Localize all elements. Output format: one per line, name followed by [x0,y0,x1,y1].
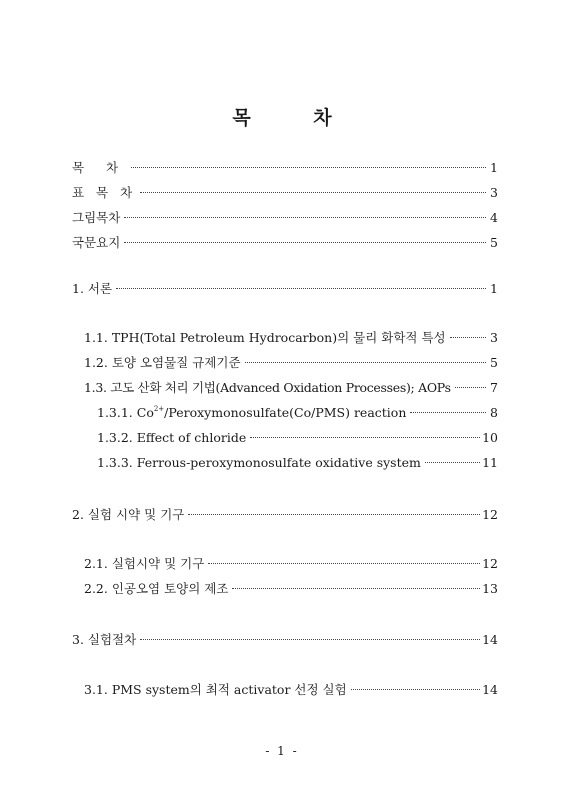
toc-entry-label-prefix: 1.3.1. Co [97,405,154,420]
dot-leader [131,167,486,168]
toc-entry-pyo-mokcha[interactable] [72,183,498,203]
page-footer-number: - 1 - [265,744,299,758]
toc-page-number: 8 [490,405,498,420]
toc-page-number: 3 [490,330,498,345]
toc-entry-geurim-mokcha[interactable] [72,208,498,228]
dot-leader [250,437,480,438]
dot-leader [116,288,486,289]
toc-entry-label-suffix: /Peroxymonosulfate(Co/PMS) reaction [164,405,407,420]
dot-leader [232,588,480,589]
toc-section-2-2[interactable] [84,579,498,599]
toc-page-number: 5 [490,235,498,250]
toc-entry-label: 1.3. 고도 산화 처리 기법(Advanced Oxidation Processes); AOPs [84,380,451,395]
toc-entry-label [97,403,408,423]
dot-leader [124,242,486,243]
toc-entry-label: 2.2. 인공오염 토양의 제조 [84,581,229,596]
toc-page-number: 12 [482,556,498,571]
toc-page-number: 4 [490,210,498,225]
toc-page-number: 5 [490,355,498,370]
toc-title: 목 차 [232,107,360,129]
toc-section-2-1[interactable] [84,554,498,574]
toc-chapter-1[interactable] [72,279,498,299]
superscript-charge: 2+ [153,405,165,413]
toc-section-1-3[interactable] [84,378,498,398]
toc-entry-label: 3. 실험절차 [72,632,137,647]
toc-entry-label: 목 차 [72,160,128,175]
dot-leader [188,514,480,515]
toc-entry-label: 1.3.3. Ferrous-peroxymonosulfate oxidative system [97,455,421,470]
toc-page-number: 7 [490,380,498,395]
dot-leader [140,192,486,193]
toc-section-1-2[interactable] [84,353,498,373]
toc-subsection-1-3-1[interactable] [97,403,498,423]
dot-leader [245,362,486,363]
toc-chapter-2[interactable] [72,505,498,525]
toc-page-number: 14 [482,682,498,697]
toc-chapter-3[interactable] [72,630,498,650]
dot-leader [140,639,480,640]
toc-page-number: 10 [482,430,498,445]
toc-page-number: 1 [490,281,498,296]
dot-leader [450,337,486,338]
toc-entry-gukmun-yoji[interactable] [72,233,498,253]
toc-page-number: 1 [490,160,498,175]
dot-leader [410,412,486,413]
dot-leader [425,462,480,463]
toc-page-number: 3 [490,185,498,200]
toc-subsection-1-3-2[interactable] [97,428,498,448]
dot-leader [124,217,486,218]
toc-entry-label: 국문요지 [72,235,121,250]
toc-page-number: 12 [482,507,498,522]
toc-entry-label: 표 목 차 [72,185,137,200]
toc-entry-label: 2. 실험 시약 및 기구 [72,507,185,522]
toc-section-1-1[interactable] [84,328,498,348]
toc-subsection-1-3-3[interactable] [97,453,498,473]
toc-entry-label: 그림목차 [72,210,121,225]
toc-entry-label: 2.1. 실험시약 및 기구 [84,556,205,571]
toc-entry-label: 1. 서론 [72,281,113,296]
dot-leader [351,689,480,690]
toc-entry-mokcha[interactable] [72,158,498,178]
toc-page-number: 14 [482,632,498,647]
dot-leader [208,563,480,564]
toc-entry-label: 1.2. 토양 오염물질 규제기준 [84,355,241,370]
dot-leader [455,387,486,388]
toc-entry-label: 1.1. TPH(Total Petroleum Hydrocarbon)의 물리 화학적 특성 [84,330,446,345]
toc-entry-label: 1.3.2. Effect of chloride [97,430,247,445]
toc-page-number: 11 [482,455,498,470]
toc-section-3-1[interactable] [84,680,498,700]
toc-page-number: 13 [482,581,498,596]
toc-entry-label: 3.1. PMS system의 최적 activator 선정 실험 [84,682,347,697]
